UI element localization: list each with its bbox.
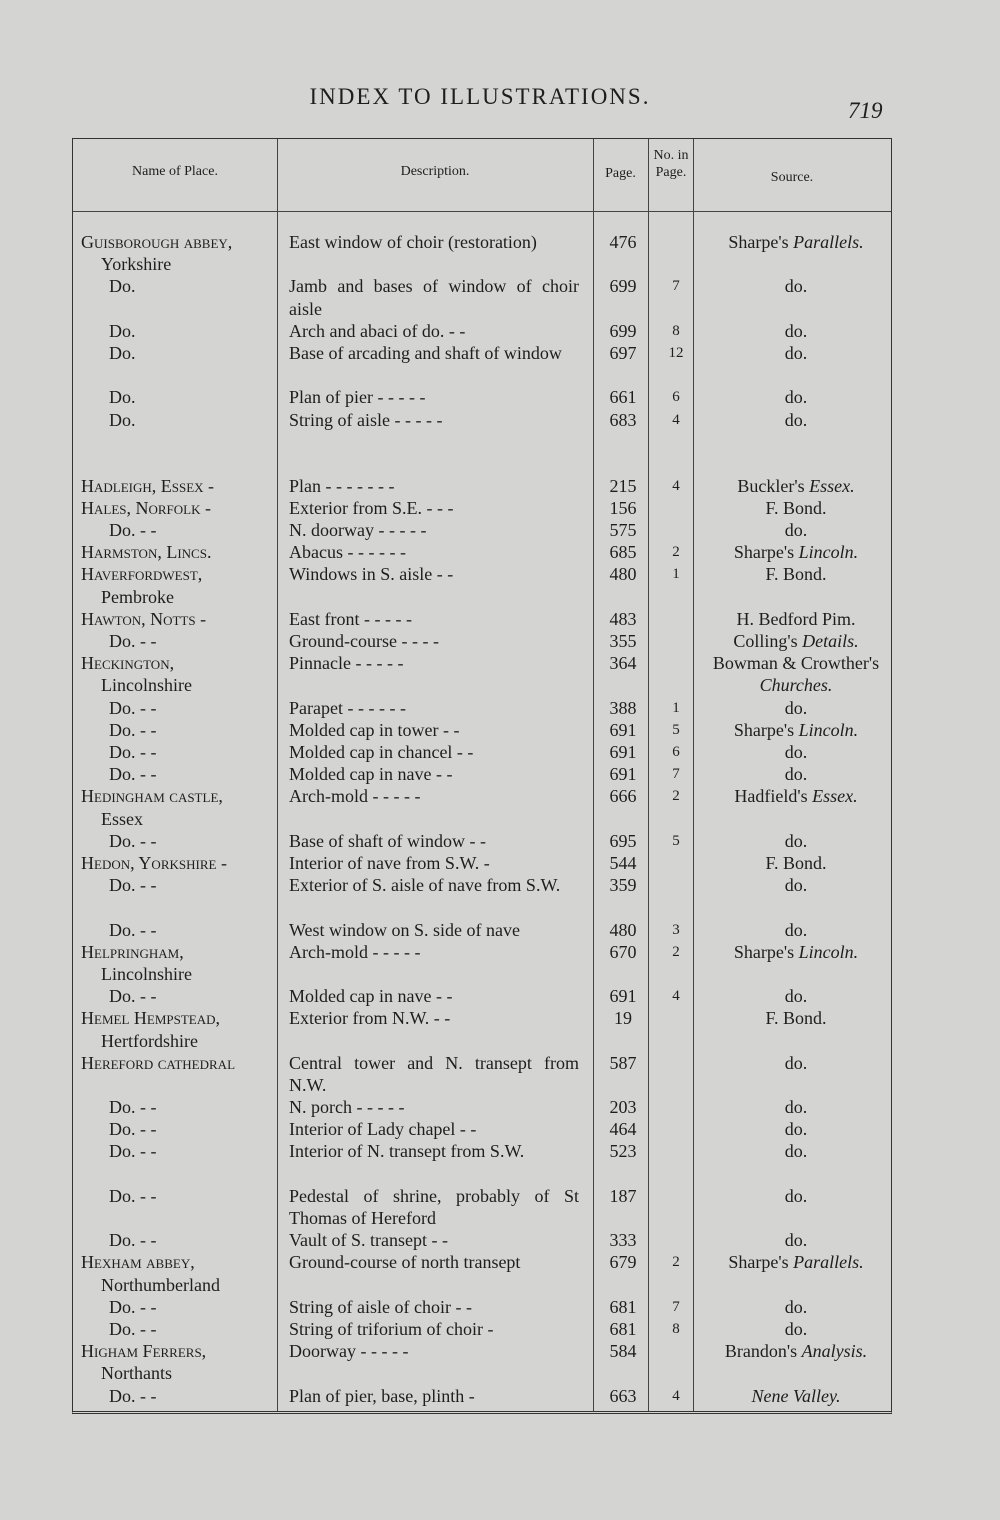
place-cell xyxy=(81,1185,271,1207)
description-cell: Exterior of S. aisle of nave from S.W. xyxy=(289,875,561,896)
place-name: Do. - - xyxy=(109,830,157,851)
description-cell: Ground-course of north transept xyxy=(289,1252,521,1273)
place-cell xyxy=(81,630,271,652)
no-in-page-cell: 4 xyxy=(672,477,680,494)
description-cell: String of triforium of choir - xyxy=(289,1319,494,1340)
table-row xyxy=(73,608,891,630)
place-cell xyxy=(81,1118,271,1140)
source-cell: Buckler's Essex. xyxy=(737,475,855,496)
description-cell: Plan of pier, base, plinth - xyxy=(289,1385,475,1406)
no-in-page-cell: 7 xyxy=(672,278,680,295)
description-cell: Vault of S. transept - - xyxy=(289,1230,448,1251)
page-cell: 691 xyxy=(609,742,637,763)
no-in-page-cell: 4 xyxy=(672,988,680,1005)
table-row xyxy=(73,874,891,918)
no-in-page-cell: 12 xyxy=(668,344,684,361)
source-cell: do. xyxy=(784,875,808,896)
page-cell: 683 xyxy=(609,409,637,430)
place-name: Helpringham, xyxy=(81,941,184,962)
source-cell: Sharpe's Lincoln. xyxy=(733,719,859,740)
table-row xyxy=(73,630,891,652)
place-county: Northumberland xyxy=(101,1274,220,1295)
table-row xyxy=(73,1385,891,1407)
table-row xyxy=(73,1296,891,1318)
description-cell: Pedestal of shrine, probably of St Thomas of Hereford xyxy=(289,1185,579,1229)
place-cell xyxy=(81,608,271,630)
place-name: Do. - - xyxy=(109,919,157,940)
table-row xyxy=(73,697,891,719)
description-cell: Arch-mold - - - - - xyxy=(289,941,421,962)
place-cell xyxy=(81,320,271,342)
page-cell: 661 xyxy=(609,387,637,408)
no-in-page-cell: 8 xyxy=(672,322,680,339)
description-cell: West window on S. side of nave xyxy=(289,919,521,940)
place-county: Essex xyxy=(101,808,143,829)
description-cell: Ground-course - - - - xyxy=(289,631,439,652)
table-row xyxy=(73,475,891,497)
source-cell: F. Bond. xyxy=(765,564,827,585)
place-cell xyxy=(81,830,271,852)
table-row xyxy=(73,497,891,519)
place-name: Do. - - xyxy=(109,520,157,541)
place-cell xyxy=(81,874,271,896)
page-cell: 695 xyxy=(609,830,637,851)
place-name: Do. - - xyxy=(109,742,157,763)
table-row xyxy=(73,275,891,319)
place-cell xyxy=(81,719,271,741)
source-cell: Sharpe's Lincoln. xyxy=(733,941,859,962)
place-county: Pembroke xyxy=(101,586,174,607)
header-page: Page. xyxy=(605,166,636,181)
description-cell: Plan - - - - - - - xyxy=(289,475,395,496)
table-row xyxy=(73,1007,891,1051)
page-cell: 388 xyxy=(609,697,637,718)
page-cell: 666 xyxy=(609,786,637,807)
table-row xyxy=(73,409,891,431)
place-name: Hawton, Notts - xyxy=(81,608,207,629)
page-cell: 476 xyxy=(609,232,637,252)
source-cell: do. xyxy=(784,320,808,341)
place-name: Hexham abbey, xyxy=(81,1252,195,1273)
description-cell: Base of shaft of window - - xyxy=(289,830,486,851)
place-cell xyxy=(81,763,271,785)
table-header xyxy=(73,139,891,212)
no-in-page-cell: 6 xyxy=(672,389,680,406)
description-cell: Parapet - - - - - - xyxy=(289,697,406,718)
source-cell: do. xyxy=(784,1052,808,1073)
source-cell: do. xyxy=(784,1185,808,1206)
page-cell: 215 xyxy=(609,475,637,496)
table-row xyxy=(73,563,891,607)
source-cell: do. xyxy=(784,409,808,430)
source-cell: do. xyxy=(784,520,808,541)
page-cell: 691 xyxy=(609,719,637,740)
table-row xyxy=(73,1318,891,1340)
source-cell: F. Bond. xyxy=(765,497,827,518)
description-cell: Base of arcading and shaft of window xyxy=(289,342,562,363)
description-cell: Jamb and bases of window of choir aisle xyxy=(289,276,579,319)
description-cell: East front - - - - - xyxy=(289,608,412,629)
source-cell: F. Bond. xyxy=(765,852,827,873)
description-cell: Central tower and N. transept from N.W. xyxy=(289,1052,579,1095)
table-row xyxy=(73,763,891,785)
page-cell: 480 xyxy=(609,919,637,940)
place-cell xyxy=(81,852,271,874)
source-cell: Sharpe's Parallels. xyxy=(728,1252,864,1273)
page-cell: 663 xyxy=(609,1385,637,1406)
table-row xyxy=(73,519,891,541)
description-cell: Doorway - - - - - xyxy=(289,1341,409,1362)
table-row xyxy=(73,1140,891,1184)
place-name: Do. xyxy=(109,342,136,363)
page-cell: 364 xyxy=(609,653,637,674)
place-cell xyxy=(81,1385,271,1407)
table-body xyxy=(73,231,891,1407)
table-row xyxy=(73,852,891,874)
place-name: Do. - - xyxy=(109,719,157,740)
description-cell: East window of choir (restoration) xyxy=(289,232,537,252)
page-cell: 587 xyxy=(609,1052,637,1073)
source-cell: do. xyxy=(784,1141,808,1162)
place-cell xyxy=(81,1052,271,1074)
place-name: Hemel Hempstead, xyxy=(81,1008,220,1029)
place-cell xyxy=(81,919,271,941)
table-row xyxy=(73,941,891,985)
place-name: Haverfordwest, xyxy=(81,564,203,585)
place-name: Do. - - xyxy=(109,1119,157,1140)
source-cell: Brandon's Analysis. xyxy=(724,1341,868,1362)
no-in-page-cell: 4 xyxy=(672,411,680,428)
no-in-page-cell: 7 xyxy=(672,766,680,783)
page-cell: 544 xyxy=(609,852,637,873)
place-name: Hales, Norfolk - xyxy=(81,497,211,518)
place-cell xyxy=(81,985,271,1007)
place-cell xyxy=(81,409,271,431)
description-cell: String of aisle of choir - - xyxy=(289,1296,472,1317)
place-name: Do. - - xyxy=(109,1296,157,1317)
description-cell: Pinnacle - - - - - xyxy=(289,653,404,674)
place-name: Do. - - xyxy=(109,1385,157,1406)
table-row xyxy=(73,785,891,829)
table-row xyxy=(73,541,891,563)
place-cell xyxy=(81,697,271,719)
description-cell: Windows in S. aisle - - xyxy=(289,564,454,585)
place-cell xyxy=(81,541,271,563)
page-cell: 355 xyxy=(609,631,637,652)
source-cell: do. xyxy=(784,697,808,718)
no-in-page-cell: 4 xyxy=(672,1387,680,1404)
place-cell xyxy=(81,1251,271,1295)
table-row xyxy=(73,1052,891,1096)
page-cell: 699 xyxy=(609,320,637,341)
place-cell xyxy=(81,1007,271,1051)
table-row xyxy=(73,830,891,852)
description-cell: Abacus - - - - - - xyxy=(289,542,406,563)
place-cell xyxy=(81,741,271,763)
place-cell xyxy=(81,1096,271,1118)
no-in-page-cell: 2 xyxy=(672,1254,680,1271)
description-cell: Plan of pier - - - - - xyxy=(289,387,426,408)
place-cell xyxy=(81,386,271,408)
place-name: Do. - - xyxy=(109,986,157,1007)
no-in-page-cell: 8 xyxy=(672,1321,680,1338)
page-cell: 480 xyxy=(609,564,637,585)
place-name: Do. xyxy=(109,387,136,408)
page-cell: 464 xyxy=(609,1119,637,1140)
page-cell: 584 xyxy=(609,1341,637,1362)
place-cell xyxy=(81,1296,271,1318)
source-cell: do. xyxy=(784,387,808,408)
no-in-page-cell: 7 xyxy=(672,1298,680,1315)
place-name: Hedon, Yorkshire - xyxy=(81,852,227,873)
source-cell: Hadfield's Essex. xyxy=(734,786,858,807)
page-cell: 156 xyxy=(609,497,637,518)
place-cell xyxy=(81,1140,271,1162)
description-cell: Molded cap in chancel - - xyxy=(289,742,474,763)
row-spacer xyxy=(73,431,891,475)
place-name: Do. - - xyxy=(109,697,157,718)
place-name: Do. - - xyxy=(109,1319,157,1340)
place-name: Do. xyxy=(109,320,136,341)
place-name: Higham Ferrers, xyxy=(81,1341,207,1362)
source-cell: do. xyxy=(784,986,808,1007)
no-in-page-cell: 5 xyxy=(672,832,680,849)
description-cell: Molded cap in nave - - xyxy=(289,986,453,1007)
header-source: Source. xyxy=(770,170,814,185)
description-cell: N. doorway - - - - - xyxy=(289,520,427,541)
place-cell xyxy=(81,785,271,829)
place-name: Do. - - xyxy=(109,1230,157,1251)
page-cell: 670 xyxy=(609,941,637,962)
place-cell xyxy=(81,342,271,364)
source-cell: do. xyxy=(784,742,808,763)
page-cell: 681 xyxy=(609,1319,637,1340)
page-cell: 187 xyxy=(609,1185,637,1206)
description-cell: Molded cap in tower - - xyxy=(289,719,460,740)
place-name: Harmston, Lincs. xyxy=(81,542,212,563)
table-row xyxy=(73,342,891,386)
page-cell: 523 xyxy=(609,1141,637,1162)
page-cell: 203 xyxy=(609,1097,637,1118)
table-row xyxy=(73,719,891,741)
place-name: Do. - - xyxy=(109,875,157,896)
table-row xyxy=(73,1185,891,1229)
page-cell: 685 xyxy=(609,542,637,563)
place-name: Guisborough abbey, xyxy=(81,232,233,252)
source-cell: do. xyxy=(784,276,808,297)
source-cell: Colling's Details. xyxy=(733,631,859,652)
page-cell: 575 xyxy=(609,520,637,541)
description-cell: String of aisle - - - - - xyxy=(289,409,443,430)
place-cell xyxy=(81,1340,271,1384)
table-row xyxy=(73,741,891,763)
place-cell xyxy=(81,563,271,607)
source-cell: do. xyxy=(784,342,808,363)
page-cell: 681 xyxy=(609,1296,637,1317)
description-cell: Exterior from S.E. - - - xyxy=(289,497,454,518)
table-row xyxy=(73,652,891,696)
source-cell: Bowman & Crowther's Churches. xyxy=(712,653,880,696)
source-cell: do. xyxy=(784,1119,808,1140)
header-no-in-page: No. in Page. xyxy=(653,148,689,180)
table-row xyxy=(73,1340,891,1384)
description-cell: Interior of nave from S.W. - xyxy=(289,852,490,873)
place-cell xyxy=(81,475,271,497)
table-row xyxy=(73,1229,891,1251)
no-in-page-cell: 2 xyxy=(672,544,680,561)
page-title: INDEX TO ILLUSTRATIONS. xyxy=(309,84,651,109)
description-cell: Arch and abaci of do. - - xyxy=(289,320,466,341)
description-cell: Exterior from N.W. - - xyxy=(289,1008,451,1029)
source-cell: do. xyxy=(784,1097,808,1118)
source-cell: F. Bond. xyxy=(765,1008,827,1029)
source-cell: do. xyxy=(784,1230,808,1251)
place-county: Hertfordshire xyxy=(101,1030,198,1051)
place-name: Heckington, xyxy=(81,653,175,674)
page-cell: 359 xyxy=(609,875,637,896)
no-in-page-cell: 5 xyxy=(672,721,680,738)
page-cell: 483 xyxy=(609,608,637,629)
source-cell: Nene Valley. xyxy=(751,1385,841,1406)
place-cell xyxy=(81,497,271,519)
description-cell: Molded cap in nave - - xyxy=(289,764,453,785)
place-cell xyxy=(81,1318,271,1340)
place-name: Do. - - xyxy=(109,631,157,652)
place-county: Yorkshire xyxy=(101,254,172,275)
description-cell: Interior of Lady chapel - - xyxy=(289,1119,477,1140)
header-description: Description. xyxy=(400,164,470,179)
place-county: Northants xyxy=(101,1363,172,1384)
table-row xyxy=(73,231,891,275)
source-cell: do. xyxy=(784,1319,808,1340)
page-cell: 691 xyxy=(609,764,637,785)
place-name: Hadleigh, Essex - xyxy=(81,475,215,496)
description-cell: N. porch - - - - - xyxy=(289,1097,405,1118)
description-cell: Arch-mold - - - - - xyxy=(289,786,421,807)
source-cell: do. xyxy=(784,919,808,940)
place-cell xyxy=(81,275,271,297)
no-in-page-cell: 2 xyxy=(672,788,680,805)
no-in-page-cell: 2 xyxy=(672,943,680,960)
no-in-page-cell: 1 xyxy=(672,699,680,716)
table-row xyxy=(73,386,891,408)
place-county: Lincolnshire xyxy=(101,675,192,696)
page-cell: 333 xyxy=(609,1230,637,1251)
table-row xyxy=(73,985,891,1007)
table-row xyxy=(73,919,891,941)
place-name: Do. xyxy=(109,409,136,430)
table-row xyxy=(73,1251,891,1295)
page-cell: 697 xyxy=(609,342,637,363)
table-row xyxy=(73,1096,891,1118)
page-cell: 691 xyxy=(609,986,637,1007)
source-cell: H. Bedford Pim. xyxy=(736,608,856,629)
table-row xyxy=(73,320,891,342)
place-county: Lincolnshire xyxy=(101,963,192,984)
description-cell: Interior of N. transept from S.W. xyxy=(289,1141,525,1162)
place-name: Do. - - xyxy=(109,764,157,785)
place-name: Do. xyxy=(109,276,136,297)
source-cell: do. xyxy=(784,830,808,851)
page-number: 719 xyxy=(848,98,883,123)
place-cell xyxy=(81,519,271,541)
no-in-page-cell: 3 xyxy=(672,921,680,938)
no-in-page-cell: 1 xyxy=(672,566,680,583)
source-cell: do. xyxy=(784,1296,808,1317)
place-cell xyxy=(81,652,271,696)
table-row xyxy=(73,1118,891,1140)
place-name: Hereford cathedral xyxy=(81,1052,236,1073)
place-cell xyxy=(81,941,271,985)
source-cell: Sharpe's Parallels. xyxy=(728,232,864,252)
no-in-page-cell: 6 xyxy=(672,744,680,761)
place-cell xyxy=(81,1229,271,1251)
page-cell: 679 xyxy=(609,1252,637,1273)
page-cell: 19 xyxy=(614,1008,632,1029)
place-name: Do. - - xyxy=(109,1185,157,1206)
page-cell: 699 xyxy=(609,276,637,297)
place-cell xyxy=(81,231,271,275)
source-cell: Sharpe's Lincoln. xyxy=(733,542,859,563)
place-name: Do. - - xyxy=(109,1097,157,1118)
place-name: Do. - - xyxy=(109,1141,157,1162)
index-table xyxy=(72,138,892,1414)
source-cell: do. xyxy=(784,764,808,785)
place-name: Hedingham castle, xyxy=(81,786,223,807)
header-place: Name of Place. xyxy=(132,164,218,179)
